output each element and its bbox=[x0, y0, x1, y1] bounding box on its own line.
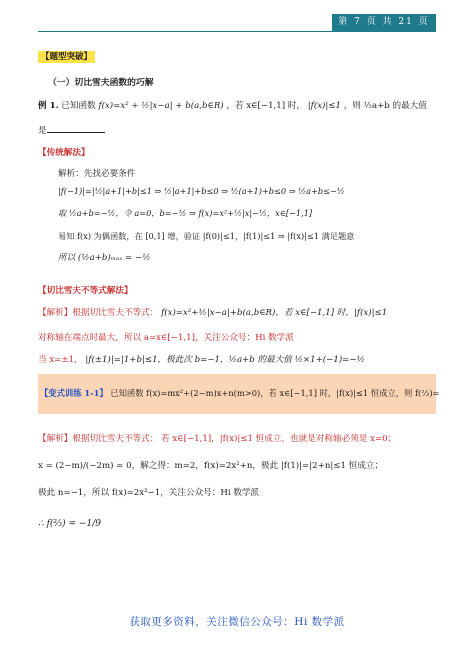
analysis-line-1 bbox=[38, 308, 387, 319]
analysis-line-3 bbox=[38, 355, 365, 366]
footer-note: 获取更多资料，关注微信公众号：Hi 数学派 bbox=[129, 616, 345, 628]
analysis2-statement: 若 x∈[−1,1]，|f(x)|≤1 恒成立，也就是对称轴必须是 x=0； bbox=[161, 434, 397, 444]
header-divider bbox=[38, 31, 436, 32]
page-number-label: 第 7 页 共 21 页 bbox=[338, 16, 430, 27]
example-text-b: ，若 x∈[−1,1] 时， bbox=[226, 101, 306, 111]
analysis2-line-3: 极此 n=−1，所以 f(x)=2x²−1，关注公众号：Hi 数学派 bbox=[38, 488, 260, 498]
analysis-label: 【解析】根据切比雪夫不等式： bbox=[38, 308, 159, 318]
solution-line-1: 解析：先找必要条件 bbox=[58, 169, 136, 179]
example-label: 例 1. bbox=[38, 101, 59, 111]
subheading: （一）切比雪夫函数的巧解 bbox=[48, 78, 154, 88]
section-tag-label: 【题型突破】 bbox=[38, 51, 95, 63]
solution-line-3: 取 ½a+b=−½，令 a=0，b=−½ ⇒ f(x)=x²+½|x|−½，x∈[−1,1] bbox=[58, 208, 313, 218]
variant-line bbox=[40, 388, 440, 398]
solution-line-2: |f(−1)|=|½|a+1|+b|≤1 ⇒ ½|a+1|+b≤0 ⇒ ½(a+1)+b≤0 ⇒ ½a+b≤−½ bbox=[58, 186, 345, 196]
variant-label: 【变式训练 1-1】 bbox=[40, 388, 108, 398]
analysis-line-2: 对称轴在端点时最大，所以 a=x∈[−1,1]，关注公众号：Hi 数学派 bbox=[38, 333, 294, 343]
analysis2-line-2: x = (2−m)/(−2m) = 0，解之得：m=2，f(x)=2x²+n，极此 |f(1)|=|2+n|≤1 恒成立； bbox=[38, 461, 384, 471]
solution-line-4: 易知 f(x) 为偶函数，在 [0,1] 增，验证 |f(0)|≤1，|f(1)|≤1 ⇒ |f(x)|≤1 满足题意 bbox=[58, 231, 355, 241]
solution-line-5: 所以 (½a+b)ₘₐₓ = −½ bbox=[58, 253, 151, 263]
page-number-banner bbox=[332, 14, 436, 31]
example-line-1 bbox=[38, 101, 427, 112]
analysis-statement: f(x)=x²+½|x−a|+b(a,b∈R)，若 x∈[−1,1] 时，|f(x)|≤1 bbox=[161, 308, 388, 318]
example-text-d: 是 bbox=[38, 126, 47, 136]
analysis2-line-1 bbox=[38, 434, 396, 445]
analysis2-label: 【解析】根据切比雪夫不等式： bbox=[38, 434, 159, 444]
example-condition: |f(x)|≤1 bbox=[307, 101, 341, 111]
method1-tag: 【传统解法】 bbox=[38, 148, 90, 158]
analysis-line-3-prefix: 当 x=±1， bbox=[38, 355, 83, 365]
example-function: f(x)=x² + ½|x−a| + b(a,b∈R) bbox=[98, 101, 224, 111]
method2-tag: 【切比雪夫不等式解法】 bbox=[38, 286, 133, 296]
analysis-line-3-body: |f(±1)|=|1+b|≤1，极此次 b=−1，½a+b 的最大值 ½×1+(−1)=−½ bbox=[85, 355, 365, 365]
example-text-a: 已知函数 bbox=[61, 101, 96, 111]
example-line-2 bbox=[38, 123, 105, 137]
analysis2-line-4: ∴ f(⅔) = −1/9 bbox=[38, 519, 101, 529]
example-text-c: ，则 ½a+b 的最大值 bbox=[343, 101, 427, 111]
variant-text: 已知函数 f(x)=mx²+(2−m)x+n(m>0)，若 x∈[−1,1] 时，|f(x)|≤1 恒成立，则 f(⅔)= bbox=[110, 388, 440, 398]
section-tag bbox=[38, 52, 95, 63]
answer-blank bbox=[47, 123, 105, 133]
